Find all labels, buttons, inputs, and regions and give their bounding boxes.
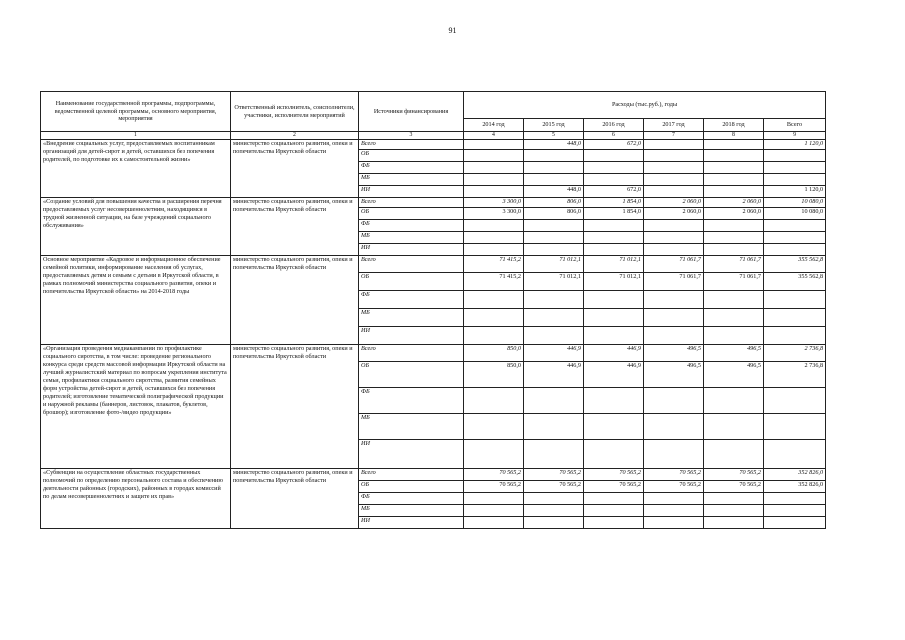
amount-year xyxy=(584,505,644,517)
measure-name: «Создание условий для повышения качества и расширения перечня предоставляемых услуг несовершеннолетним, находящимся в трудной жизненной ситуации, на базе учреждений социального обслуживания» xyxy=(41,198,231,256)
amount-year xyxy=(704,414,764,440)
amount-year xyxy=(644,150,704,162)
header-year: 2017 год xyxy=(644,119,704,132)
amount-year xyxy=(584,232,644,244)
amount-total: 2 736,8 xyxy=(764,345,826,362)
amount-year xyxy=(524,232,584,244)
amount-total xyxy=(764,232,826,244)
amount-year xyxy=(524,220,584,232)
page-number: 91 xyxy=(448,26,457,35)
amount-year xyxy=(704,440,764,469)
amount-year: 496,5 xyxy=(644,345,704,362)
amount-year: 850,0 xyxy=(464,345,524,362)
amount-year: 496,5 xyxy=(644,362,704,388)
funding-source: Всего xyxy=(359,198,464,208)
amount-total: 352 826,0 xyxy=(764,481,826,493)
table-row xyxy=(41,469,826,481)
column-number: 5 xyxy=(524,132,584,140)
measure-executor: министерство социального развития, опеки и попечительства Иркутской области xyxy=(231,140,359,198)
amount-total: 2 736,8 xyxy=(764,362,826,388)
amount-year: 672,0 xyxy=(584,140,644,150)
amount-year: 71 012,1 xyxy=(524,256,584,273)
amount-year xyxy=(464,220,524,232)
column-number: 1 xyxy=(41,132,231,140)
amount-year xyxy=(524,414,584,440)
amount-year: 70 565,2 xyxy=(464,469,524,481)
amount-year xyxy=(704,174,764,186)
column-number: 6 xyxy=(584,132,644,140)
amount-year: 446,9 xyxy=(524,345,584,362)
amount-year xyxy=(584,327,644,345)
amount-year xyxy=(704,244,764,256)
amount-total xyxy=(764,244,826,256)
amount-total xyxy=(764,162,826,174)
column-number: 9 xyxy=(764,132,826,140)
amount-year: 496,5 xyxy=(704,345,764,362)
amount-year xyxy=(584,493,644,505)
amount-year xyxy=(584,174,644,186)
amount-total xyxy=(764,388,826,414)
table-body xyxy=(41,140,826,529)
amount-year xyxy=(704,505,764,517)
funding-source: МБ xyxy=(359,174,464,186)
amount-year xyxy=(464,414,524,440)
amount-year xyxy=(644,220,704,232)
amount-year xyxy=(704,186,764,198)
amount-year xyxy=(464,244,524,256)
amount-total xyxy=(764,517,826,529)
funding-source: МБ xyxy=(359,414,464,440)
amount-year xyxy=(524,309,584,327)
amount-year: 70 565,2 xyxy=(704,481,764,493)
funding-source: Всего xyxy=(359,256,464,273)
amount-year xyxy=(704,388,764,414)
amount-year xyxy=(524,150,584,162)
amount-year xyxy=(524,440,584,469)
amount-year: 446,9 xyxy=(524,362,584,388)
funding-source: ФБ xyxy=(359,220,464,232)
amount-year xyxy=(524,505,584,517)
amount-year xyxy=(584,388,644,414)
amount-year: 806,0 xyxy=(524,208,584,220)
amount-year: 70 565,2 xyxy=(524,469,584,481)
header-year: 2018 год xyxy=(704,119,764,132)
amount-year xyxy=(464,440,524,469)
funding-source: ФБ xyxy=(359,162,464,174)
funding-source: ФБ xyxy=(359,291,464,309)
measure-name: «Субвенции на осуществление областных государственных полномочий по определению персонального состава и обеспечению деятельности районных (городских), районных в городах комиссий по делам несовершеннолетних и защите их прав» xyxy=(41,469,231,529)
table-row xyxy=(41,198,826,208)
amount-year xyxy=(584,244,644,256)
amount-year xyxy=(464,505,524,517)
amount-year xyxy=(464,162,524,174)
amount-year xyxy=(464,174,524,186)
amount-year: 70 565,2 xyxy=(584,481,644,493)
amount-year: 496,5 xyxy=(704,362,764,388)
measure-name: Основное мероприятие «Кадровое и информационное обеспечение семейной политики, информирование населения об услугах, предоставляемых детям и семьям с детьми в Иркутской области, в рамках полномочий министерства социального развития, опеки и попечительства Иркутской области» на 2014-2018 годы xyxy=(41,256,231,345)
amount-year xyxy=(704,291,764,309)
amount-year xyxy=(704,140,764,150)
funding-source: Всего xyxy=(359,469,464,481)
amount-year xyxy=(644,186,704,198)
header-executor: Ответственный исполнитель, соисполнители, участники, исполнители мероприятий xyxy=(231,92,359,132)
column-number: 3 xyxy=(359,132,464,140)
column-number-row xyxy=(41,132,826,140)
amount-year: 2 060,0 xyxy=(704,198,764,208)
measure-executor: министерство социального развития, опеки и попечительства Иркутской области xyxy=(231,256,359,345)
amount-year: 70 565,2 xyxy=(524,481,584,493)
measure-executor: министерство социального развития, опеки и попечительства Иркутской области xyxy=(231,469,359,529)
amount-year xyxy=(584,291,644,309)
amount-year xyxy=(644,388,704,414)
funding-source: ИИ xyxy=(359,244,464,256)
amount-total xyxy=(764,414,826,440)
amount-year xyxy=(464,140,524,150)
amount-year xyxy=(584,220,644,232)
funding-source: ОБ xyxy=(359,150,464,162)
amount-year xyxy=(524,162,584,174)
amount-year: 446,9 xyxy=(584,345,644,362)
funding-source: ФБ xyxy=(359,388,464,414)
amount-year: 71 061,7 xyxy=(704,256,764,273)
amount-year xyxy=(584,150,644,162)
amount-year xyxy=(524,517,584,529)
amount-total: 10 080,0 xyxy=(764,208,826,220)
amount-year xyxy=(644,232,704,244)
amount-year xyxy=(584,440,644,469)
amount-year xyxy=(644,505,704,517)
measure-name: «Организация проведения медиакампании по профилактике социального сиротства, в том числе: проведение регионального конкурса среди средств массовой информации Иркутской области на лучший журналистский материал по вопросам укрепления института семьи, профилактики социального сиротства, развития семейных форм устройства детей-сирот и детей, оставшихся без попечения родителей; изготовление тематической полиграфической продукции и наружной рекламы (баннеров, листовок, плакатов, буклетов, брошюр); изготовление фото-/видео продукции» xyxy=(41,345,231,469)
funding-source: ИИ xyxy=(359,186,464,198)
amount-total xyxy=(764,309,826,327)
amount-year: 1 854,0 xyxy=(584,198,644,208)
amount-year xyxy=(524,388,584,414)
measure-name: «Внедрение социальных услуг, предоставляемых воспитанникам организаций для детей-сирот и детей, оставшихся без попечения родителей, по подготовке их к самостоятельной жизни» xyxy=(41,140,231,198)
amount-year xyxy=(644,174,704,186)
funding-source: ФБ xyxy=(359,493,464,505)
amount-year: 850,0 xyxy=(464,362,524,388)
header-sources: Источники финансирования xyxy=(359,92,464,132)
funding-source: ИИ xyxy=(359,440,464,469)
amount-year xyxy=(524,327,584,345)
column-number: 2 xyxy=(231,132,359,140)
amount-year: 70 565,2 xyxy=(584,469,644,481)
amount-year xyxy=(704,517,764,529)
amount-total: 1 120,0 xyxy=(764,186,826,198)
amount-year xyxy=(644,244,704,256)
amount-year: 71 061,7 xyxy=(644,256,704,273)
amount-year xyxy=(584,162,644,174)
amount-year: 71 012,1 xyxy=(524,273,584,291)
amount-year: 71 012,1 xyxy=(584,256,644,273)
table-row xyxy=(41,345,826,362)
amount-total: 355 562,8 xyxy=(764,256,826,273)
funding-source: МБ xyxy=(359,232,464,244)
amount-year xyxy=(644,414,704,440)
amount-year xyxy=(704,220,764,232)
amount-total xyxy=(764,327,826,345)
amount-total xyxy=(764,220,826,232)
amount-year xyxy=(644,291,704,309)
amount-year: 446,9 xyxy=(584,362,644,388)
funding-source: ИИ xyxy=(359,327,464,345)
amount-year xyxy=(524,291,584,309)
amount-year: 70 565,2 xyxy=(704,469,764,481)
amount-year xyxy=(644,327,704,345)
amount-year xyxy=(584,309,644,327)
header-year: 2015 год xyxy=(524,119,584,132)
amount-year xyxy=(704,309,764,327)
amount-total xyxy=(764,150,826,162)
funding-source: Всего xyxy=(359,345,464,362)
amount-year xyxy=(644,517,704,529)
amount-year: 2 060,0 xyxy=(644,198,704,208)
table-row xyxy=(41,256,826,273)
amount-year: 2 060,0 xyxy=(704,208,764,220)
amount-year: 71 061,7 xyxy=(644,273,704,291)
amount-year xyxy=(704,162,764,174)
amount-year: 1 854,0 xyxy=(584,208,644,220)
amount-year xyxy=(464,291,524,309)
amount-year: 71 415,2 xyxy=(464,256,524,273)
amount-total: 10 080,0 xyxy=(764,198,826,208)
amount-total xyxy=(764,493,826,505)
amount-year: 70 565,2 xyxy=(464,481,524,493)
measure-executor: министерство социального развития, опеки и попечительства Иркутской области xyxy=(231,345,359,469)
amount-year: 448,0 xyxy=(524,186,584,198)
header-total: Всего xyxy=(764,119,826,132)
funding-source: ОБ xyxy=(359,208,464,220)
amount-total xyxy=(764,505,826,517)
amount-year xyxy=(644,440,704,469)
amount-year xyxy=(584,414,644,440)
amount-year: 448,0 xyxy=(524,140,584,150)
amount-year: 3 300,0 xyxy=(464,208,524,220)
column-number: 7 xyxy=(644,132,704,140)
amount-total xyxy=(764,174,826,186)
amount-year: 71 012,1 xyxy=(584,273,644,291)
header-year: 2014 год xyxy=(464,119,524,132)
amount-year xyxy=(464,388,524,414)
amount-year xyxy=(524,174,584,186)
column-number: 8 xyxy=(704,132,764,140)
amount-year xyxy=(464,186,524,198)
amount-year: 71 415,2 xyxy=(464,273,524,291)
funding-source: ОБ xyxy=(359,273,464,291)
amount-year xyxy=(704,327,764,345)
header-year: 2016 год xyxy=(584,119,644,132)
amount-year xyxy=(704,493,764,505)
amount-year: 70 565,2 xyxy=(644,481,704,493)
financing-table xyxy=(40,91,826,529)
amount-total xyxy=(764,440,826,469)
amount-year xyxy=(464,517,524,529)
funding-source: ОБ xyxy=(359,481,464,493)
amount-year xyxy=(644,309,704,327)
amount-year: 71 061,7 xyxy=(704,273,764,291)
amount-year xyxy=(704,150,764,162)
amount-total xyxy=(764,291,826,309)
funding-source: МБ xyxy=(359,505,464,517)
funding-source: ИИ xyxy=(359,517,464,529)
header-name: Наименование государственной программы, подпрограммы, ведомственной целевой программы, основного мероприятия, мероприятия xyxy=(41,92,231,132)
column-number: 4 xyxy=(464,132,524,140)
amount-year xyxy=(464,327,524,345)
funding-source: Всего xyxy=(359,140,464,150)
amount-year: 672,0 xyxy=(584,186,644,198)
funding-source: МБ xyxy=(359,309,464,327)
amount-total: 352 826,0 xyxy=(764,469,826,481)
amount-year xyxy=(464,232,524,244)
amount-year xyxy=(524,244,584,256)
amount-year: 806,0 xyxy=(524,198,584,208)
amount-year xyxy=(644,493,704,505)
table-row xyxy=(41,140,826,150)
amount-year xyxy=(464,493,524,505)
amount-total: 1 120,0 xyxy=(764,140,826,150)
amount-year xyxy=(584,517,644,529)
amount-year: 70 565,2 xyxy=(644,469,704,481)
amount-year: 2 060,0 xyxy=(644,208,704,220)
measure-executor: министерство социального развития, опеки и попечительства Иркутской области xyxy=(231,198,359,256)
amount-year xyxy=(644,140,704,150)
amount-year: 3 300,0 xyxy=(464,198,524,208)
amount-year xyxy=(464,150,524,162)
amount-year xyxy=(524,493,584,505)
amount-year xyxy=(704,232,764,244)
amount-total: 355 562,8 xyxy=(764,273,826,291)
amount-year xyxy=(464,309,524,327)
funding-source: ОБ xyxy=(359,362,464,388)
header-expenses: Расходы (тыс.руб.), годы xyxy=(464,92,826,119)
amount-year xyxy=(644,162,704,174)
